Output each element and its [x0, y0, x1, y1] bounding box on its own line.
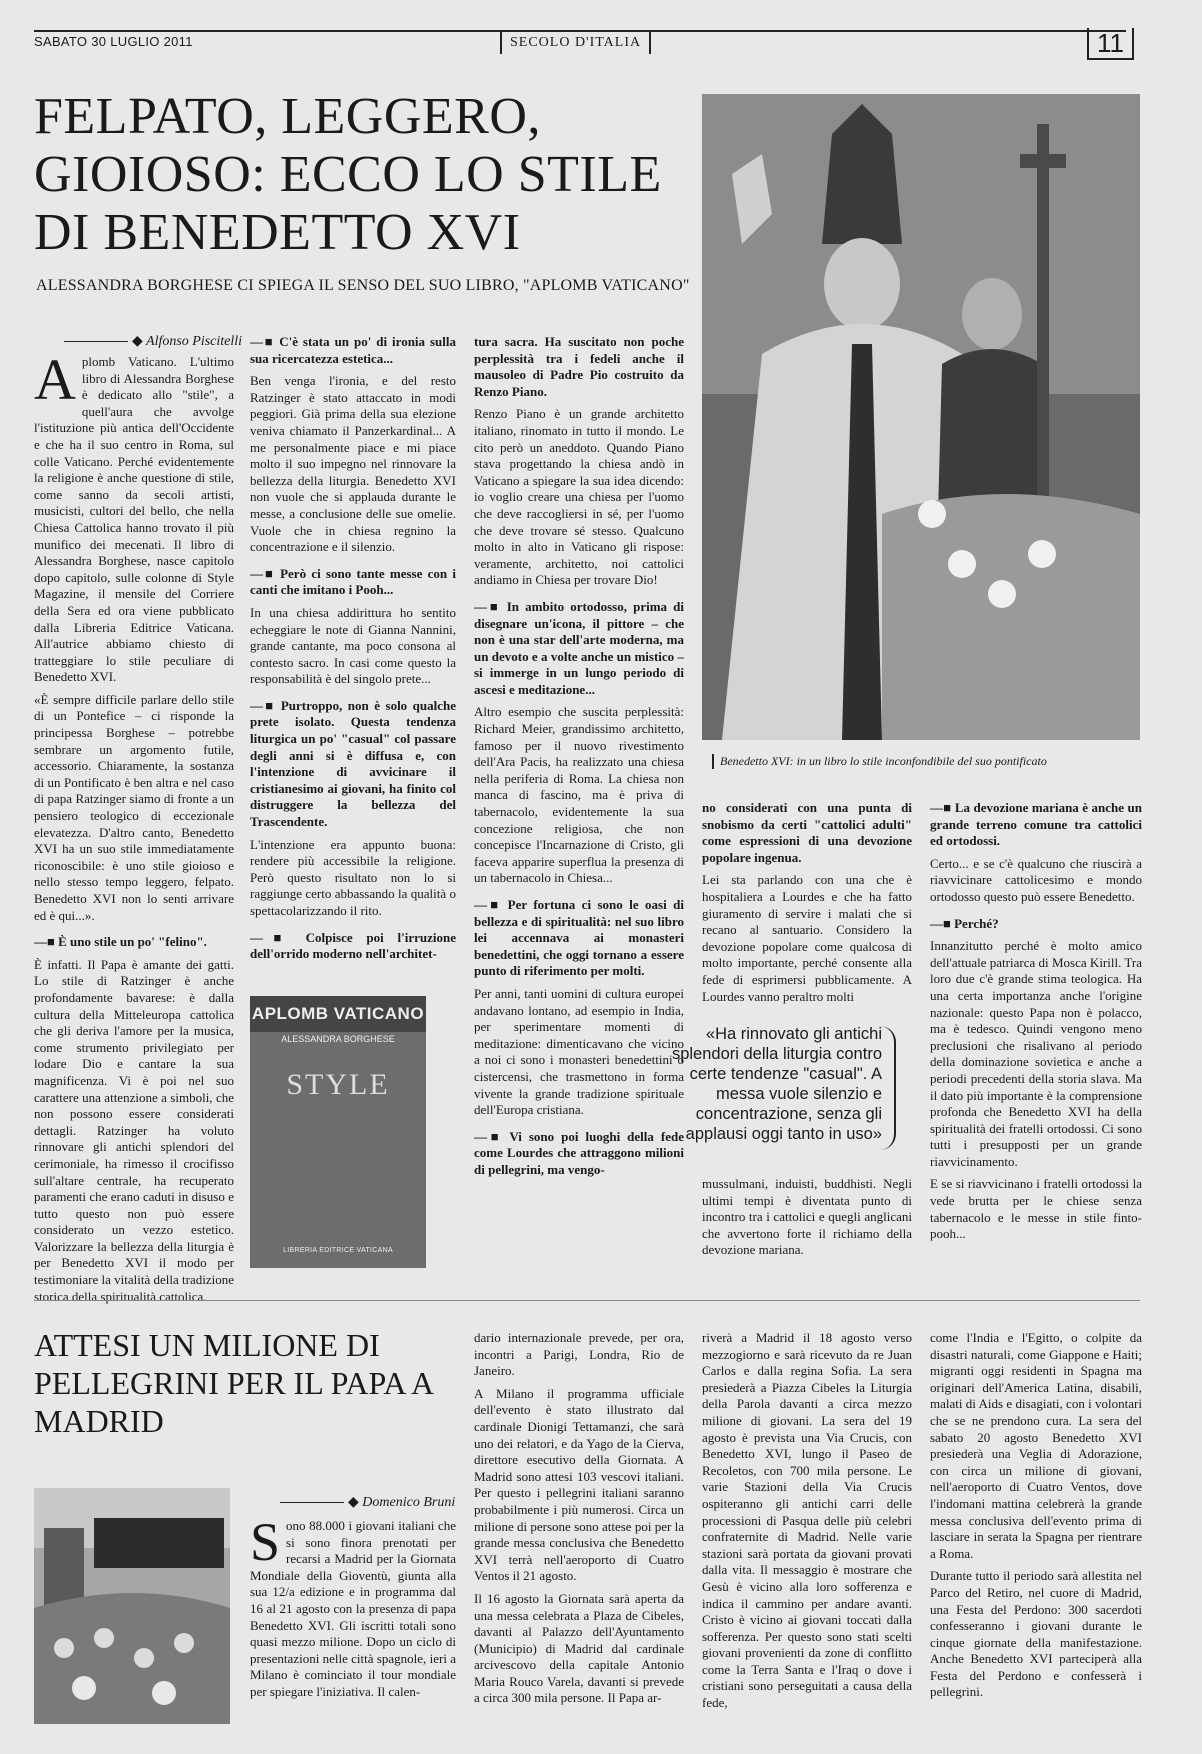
book-imprint: STYLE — [286, 1068, 390, 1101]
pull-quote: «Ha rinnovato gli antichi splendori della liturgia contro certe tendenze "casual". A messa vuole silenzio e concentrazione, senza gli applausi oggi tanto in uso» — [671, 1025, 882, 1143]
pilgrims-photo-illustration — [34, 1488, 230, 1724]
byline-rule — [280, 1502, 344, 1503]
article2-column-1 — [250, 1512, 456, 1707]
paragraph: mussulmani, induisti, buddhisti. Negli ultimi tempi è diventata punto di incontro tra i cattolici e quegli anglicani che avvertono forte il richiamo della devozione mariana. — [702, 1176, 912, 1258]
paragraph: A Milano il programma ufficiale dell'evento è stato illustrato dal cardinale Dionigi Tettamanzi, che sarà uno dei relatori, e da Yago de la Cierva, direttore esecutivo della Giornata. A Madrid sono attesi 103 vescovi italiani. Per questo i pellegrini italiani saranno probabilmente i più numerosi. Circa un milione di persone sono attese poi per la grande messa conclusiva che Benedetto XVI terrà nell'aeroporto di Cuatro Ventos il 21 agosto. — [474, 1385, 684, 1584]
article1-headline: FELPATO, LEGGERO, GIOIOSO: ECCO LO STILE DI BENEDETTO XVI — [34, 88, 662, 261]
paragraph: L'intenzione era appunto buona: rendere più accessibile la religione. Però questo risultato non lo si raggiunge certo abbassando la qualità o spettacolarizzando il rito. — [250, 836, 456, 918]
paragraph: Durante tutto il periodo sarà allestita nel Parco del Retiro, nel cuore di Madrid, una Festa del Perdono: 300 sacerdoti confesseranno i giovani durante le cinque giornate della manifestazione. Anche Benedetto XVI parteciperà alla Festa del Perdono e confesserà i pellegrini. — [930, 1568, 1142, 1700]
book-title: APLOMB VATICANO — [250, 996, 426, 1032]
article1-subhead: ALESSANDRA BORGHESE CI SPIEGA IL SENSO DEL SUO LIBRO, "APLOMB VATICANO" — [36, 277, 690, 294]
interview-question: —■ Per fortuna ci sono le oasi di bellezza e di spiritualità: nel suo libro lei accennava ai monasteri benedettini, che oggi tornano a essere punto di riferimento per molti. — [474, 897, 684, 980]
article1-column-4b — [702, 1176, 912, 1265]
article2-byline: ◆ Domenico Bruni — [280, 1494, 455, 1511]
paragraph: E se si riavvicinano i fratelli ortodossi la vede brutta per le chiese senza tabernacolo e le messe in stile finto-pooh... — [930, 1176, 1142, 1242]
interview-question: —■ Perché? — [930, 916, 1142, 933]
article1-column-2 — [250, 334, 456, 969]
interview-question: —■ Però ci sono tante messe con i canti che imitano i Pooh... — [250, 566, 456, 599]
page-number: 11 — [1087, 28, 1134, 60]
pilgrims-photo — [34, 1488, 230, 1724]
article1-intro — [34, 347, 234, 686]
byline-author: Domenico Bruni — [362, 1495, 456, 1510]
interview-question: —■ In ambito ortodosso, prima di disegnare un'icona, il pittore – che non è una star dell'arte moderna, ma un devoto e a volte anche un mistico – si immerge in un lungo periodo di ascesi e meditazione... — [474, 599, 684, 699]
dropcap: A — [34, 347, 76, 412]
article2-column-3 — [702, 1330, 912, 1718]
article1-column-5 — [930, 800, 1142, 1249]
interview-question-continued: tura sacra. Ha suscitato non poche perplessità tra i fedeli anche il mausoleo di Padre Pio costruito da Renzo Piano. — [474, 334, 684, 399]
paragraph: riverà a Madrid il 18 agosto verso mezzogiorno e sarà ricevuto da re Juan Carlos e dalla regina Sofia. La sera presiederà a Piazza Cibeles la Liturgia della Parola davanti a circa mezzo milione di giovani. La sera del 19 agosto è prevista una Via Crucis, con Benedetto XVI, lungo il Paseo de Recoletos, con 700 mila persone. Le varie Stazioni della Via Crucis ospiteranno gli antichi carri delle processioni di Pasqua delle più celebri confraternite di Madrid. Nelle varie stazioni sarà portata da giovani provati dalla vita. Il messaggio è mostrare che Gesù è vicino alla loro sofferenza e indica il cammino per andare avanti. Cristo è vicino ai giovani toccati dalla sofferenza. Per questo sono stati scelti giovani provenienti da zone di conflitto come la Terra Santa e l'Iraq o dove i cristiani sono perseguitati a causa della fede, — [702, 1330, 912, 1711]
article1-column-1 — [34, 347, 234, 1311]
section-divider — [34, 1300, 1140, 1301]
paragraph: dario internazionale prevede, per ora, incontri a Parigi, Londra, Rio de Janeiro. — [474, 1330, 684, 1379]
byline-author: Alfonso Piscitelli — [146, 334, 243, 349]
paragraph: Lei sta parlando con una che è hospitaliera a Lourdes e che ha fatto giuramento di servire i malati che si recano al santuario. Considero la devozione popolare come qualcosa di molto importante, perché consente alla fede di esprimersi pubblicamente. A Lourdes vanno peraltro molti — [702, 872, 912, 1004]
interview-question: —■ C'è stata un po' di ironia sulla sua ricercatezza estetica... — [250, 334, 456, 367]
article2-column-2 — [474, 1330, 684, 1713]
paragraph: Innanzitutto perché è molto amico dell'attuale patriarca di Mosca Kirill. Tra loro due c'è grande stima teologica. Ha una certa importanza anche l'origine nazionale: questo Papa non è polacco, ma è tedesco. Quindi vengono meno preclusioni che risalivano al periodo della dominazione sovietica e anche a periodi precedenti della storia slava. Ma il dato più importante è la comprensione profonda che Benedetto XVI ha della spiritualità dei fratelli ortodossi. Ci sono tutti i presupposti per un grande riavvicinamento. — [930, 938, 1142, 1169]
article1-column-4 — [702, 800, 912, 1011]
interview-question: —■ Vi sono poi luoghi della fede come Lourdes che attraggono milioni di pellegrini, ma vengo- — [474, 1129, 684, 1179]
book-cover — [250, 996, 426, 1268]
paragraph: «È sempre difficile parlare dello stile di un Pontefice – ci risponde la principessa Borghese – potrebbe sembrare un argomento futile, accessorio. Chiaramente, la sostanza di un Pontificato è ben altra e nel caso di papa Ratzinger siamo di fronte a un pensiero teologico di eccezionale elevatezza. D'altro canto, Benedetto XVI ha un suo stile immediatamente riconoscibile: è uno stile gioioso e nello stesso tempo leggero, felpato. Benedetto XVI non lo senti arrivare ed è qui...». — [34, 691, 234, 923]
paragraph: plomb Vaticano. L'ultimo libro di Alessandra Borghese è dedicato allo "stile", a quell'aura che avvolge l'istituzione più antica dell'Occidente e che ha il suo centro in Roma, sul colle Vaticano. Perché evidentemente la religione è anche questione di stile, come sanno da secoli artisti, musicisti, cultori del bello, che nella Chiesa Cattolica hanno trovato il più munifico dei mecenati. Il libro di Alessandra Borghese, nasce capitolo dopo capitolo, sulle colonne di Style Magazine, il mensile del Corriere della Sera ed ora viene pubblicato dalla Libreria Editrice Vaticana. All'autrice abbiamo chiesto di tratteggiare lo stile peculiare di Benedetto XVI. — [34, 354, 234, 685]
photo-caption: Benedetto XVI: in un libro lo stile inconfondibile del suo pontificato — [712, 754, 1150, 769]
interview-question: —■ Purtroppo, non è solo qualche prete isolato. Questa tendenza liturgica un po' "casual" col passare degli anni si è diffusa e, con l'intenzione di avvicinare il cristianesimo ai giovani, ha finito col distruggere la bellezza del Trascendente. — [250, 698, 456, 831]
pope-photo — [702, 94, 1140, 740]
paragraph: Ben venga l'ironia, e del resto Ratzinger è stato attaccato in modi peggiori. Già prima della sua elezione veniva chiamato il Panzerkardinal... A me personalmente piace e mi piace molto il suo impegno nel rinnovare la bellezza della liturgia. Benedetto XVI non vuole che si applauda durante le messe, a conclusione delle sue omelie. Vuole che in chiesa regnino la concentrazione e il silenzio. — [250, 373, 456, 555]
paragraph: Il 16 agosto la Giornata sarà aperta da una messa celebrata a Plaza de Cibeles, davanti al Palazzo dell'Ayuntamento (Municipio) di Madrid dal cardinale arcivescovo della capitale Antonio Maria Rouco Varela, davanti si prevede a circa 300 mila persone. Il Papa ar- — [474, 1590, 684, 1706]
dropcap: S — [250, 1512, 281, 1572]
paragraph: come l'India e l'Egitto, o colpite da disastri naturali, come Giappone e Haiti; migranti oggi residenti in Spagna ma originari dell'America Latina, disabili, malati di Aids e disagiati, con i volontari che se ne prendono cura. La sera del sabato 20 agosto Benedetto XVI presiederà una Veglia di Adorazione, con circa un milione di giovani, nell'aeroporto di Cuatro Ventos, dove l'indomani mattina celebrerà la grande messa conclusiva dell'evento prima di lasciare in serata la Spagna per rientrare a Roma. — [930, 1330, 1142, 1561]
interview-question: —■ La devozione mariana è anche un grande terreno comune tra cattolici ed ortodossi. — [930, 800, 1142, 850]
byline-rule — [64, 341, 128, 342]
book-author: ALESSANDRA BORGHESE — [281, 1034, 395, 1044]
pull-quote-bracket — [880, 1026, 896, 1150]
paragraph: Renzo Piano è un grande architetto italiano, rinomato in tutto il mondo. Le cito però un aneddoto. Quando Piano stava progettando la chiesa andò in Vaticano a spiegare la sua idea dicendo: io voglio creare una chiesa per l'uomo che deve raccogliersi in sé, per l'uomo che deve trovare sé stesso. Qualcuno molto in alto in Vaticano gli rispose: veramente, architetto, noi cattolici andiamo in Chiesa per trovare Dio! — [474, 406, 684, 588]
article2-headline: ATTESI UN MILIONE DI PELLEGRINI PER IL PAPA A MADRID — [34, 1327, 433, 1439]
pope-photo-illustration — [702, 94, 1140, 740]
paragraph: È infatti. Il Papa è amante dei gatti. Lo stile di Ratzinger è anche profondamente bavarese: è dalla cultura della Mitteleuropa cattolica che gli deriva l'amore per la musica, come strumento privilegiato per lodare Dio e cantare la sua magnificenza. Vi è poi nel suo carattere una attenzione a simboli, che non possono essere considerati dettagli. Ratzinger ha voluto rinnovare gli antichi splendori del cerimoniale, ha rimesso il crocifisso sull'altare centrale, ha recuperato paramenti che erano caduti in disuso e tutto questo non può essere considerato un vezzo estetico. Valorizzare la bellezza della liturgia è per Benedetto XVI il modo per testimoniare la vitalità della tradizione storica della spiritualità cattolica. — [34, 956, 234, 1304]
paragraph: Certo... e se c'è qualcuno che riuscirà a riavvicinare cattolicesimo e mondo ortodosso questo può essere Benedetto. — [930, 855, 1142, 904]
article2-intro — [250, 1512, 456, 1701]
article1-byline: ◆ Alfonso Piscitelli — [64, 333, 242, 350]
masthead-date: SABATO 30 LUGLIO 2011 — [34, 34, 193, 49]
interview-question: —■ Colpisce poi l'irruzione dell'orrido moderno nell'architet- — [250, 930, 456, 963]
interview-question-continued: no considerati con una punta di snobismo da certi "cattolici adulti" come espressioni di una devozione popolare ingenua. — [702, 800, 912, 865]
masthead-title: SECOLO D'ITALIA — [500, 32, 651, 54]
paragraph: ono 88.000 i giovani italiani che si sono finora prenotati per recarsi a Madrid per la Giornata Mondiale della Gioventù, giunta alla sua 12/a edizione e in programma dal 16 al 21 agosto con la presenza di papa Benedetto XVI. Gli iscritti totali sono quasi mezzo milione. Dopo un ciclo di presentazioni nelle città spagnole, ieri a Milano è cominciato il tour mondiale per spiegare l'iniziativa. Il calen- — [250, 1518, 456, 1699]
paragraph: Altro esempio che suscita perplessità: Richard Meier, grandissimo architetto, famoso per il nuovo rivestimento dell'Ara Pacis, ha realizzato una chiesa nella periferia di Roma. La chiesa non manca di fascino, ma è priva di tabernacolo, evidentemente la sua concezione religiosa, che non concepisce l'Incarnazione di Cristo, gli faceva apparire superflua la presenza di un tabernacolo in Chiesa... — [474, 704, 684, 886]
interview-question: —■ È uno stile un po' "felino". — [34, 934, 234, 951]
paragraph: Per anni, tanti uomini di cultura europei andavano lontano, ad esempio in India, per sperimentare momenti di meditazione: dimenticavano che vicino a noi ci sono i monasteri benedettini o cistercensi, che trasmettono in forma vivente la grande tradizione spirituale dell'Europa cristiana. — [474, 985, 684, 1118]
book-publisher: LIBRERIA EDITRICE VATICANA — [283, 1247, 393, 1254]
article2-column-4 — [930, 1330, 1142, 1707]
paragraph: In una chiesa addirittura ho sentito echeggiare le note di Gianna Nannini, grande cantante, ma poco consona al contesto sacro. In casi come questo la responsabilità è del singolo prete... — [250, 604, 456, 687]
